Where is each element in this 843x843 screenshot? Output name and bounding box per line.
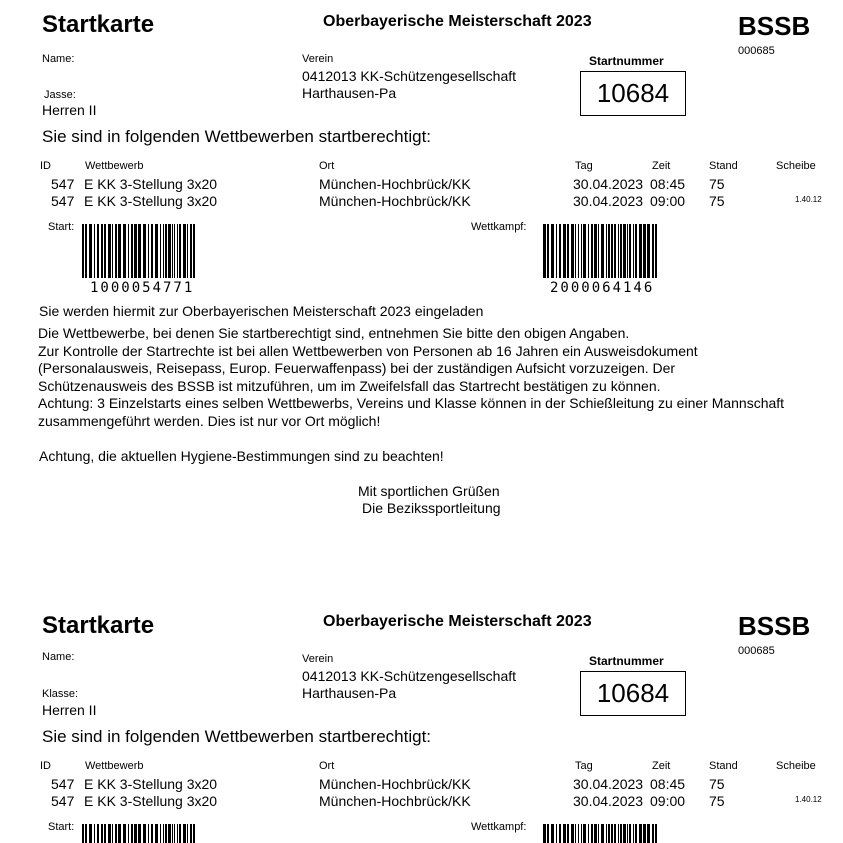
barcode-bar [104,224,106,278]
hygiene-text: Achtung, die aktuellen Hygiene-Bestimmungen sind zu beachten! [39,448,444,464]
wettkampf-barcode [543,824,657,843]
org-code: 000685 [738,45,775,57]
klasse-label: Jasse: [44,89,76,101]
barcode-bar [581,824,582,843]
card-title: Startkarte [42,11,155,38]
version-label: 1.40.12 [795,195,822,204]
barcode-bar [606,824,607,843]
barcode-bar [608,824,610,843]
barcode-bar [155,824,158,843]
barcode-bar [618,224,619,278]
barcode-bar [601,224,604,278]
barcode-bar [547,824,549,843]
col-stand-header: Stand [709,160,738,172]
col-ort-header: Ort [319,760,335,772]
row-tag: 30.04.2023 [573,176,644,192]
barcode-bar [168,824,171,843]
barcode-bar [611,224,613,278]
start-barcode [82,224,196,278]
barcode-bar [82,224,84,278]
barcode-bar [618,824,619,843]
barcode-bar [123,224,126,278]
name-label: Name: [42,53,75,65]
org-name: BSSB [738,611,811,641]
row-tag: 30.04.2023 [573,193,644,209]
row-id: 547 [51,193,75,209]
barcode-bar [643,224,646,278]
barcode-bar [606,224,607,278]
barcode-bar [94,224,95,278]
barcode-bar [652,824,654,843]
barcode-bar [131,824,133,843]
barcode-bar [571,824,574,843]
barcode-bar [591,824,593,843]
closing-line1: Mit sportlichen Grüßen [358,483,500,499]
col-stand-header: Stand [709,760,738,772]
barcode-bar [578,824,579,843]
barcode-bar [172,824,173,843]
barcode-bar [567,824,569,843]
barcode-bar [633,824,634,843]
barcode-bar [165,224,167,278]
klasse-value: Herren II [42,702,97,718]
wettkampf-barcode [543,224,657,278]
row-id: 547 [51,176,75,192]
body-line: Achtung: 3 Einzelstarts eines selben Wettbewerbs, Vereins und Klasse können in der Schießleitung zu einer Mannschaft [38,395,785,411]
barcode-bar [179,224,181,278]
barcode-bar [614,224,616,278]
barcode-bar [598,824,599,843]
verein-line1: 0412013 KK-Schützengesellschaft [302,668,517,684]
barcode-bar [190,824,192,843]
barcode-bar [183,224,186,278]
row-stand: 75 [709,176,725,192]
barcode-bar [193,224,195,278]
start-barcode [82,824,196,843]
barcode-bar [143,224,146,278]
barcode-bar [623,224,626,278]
row-zeit: 09:00 [650,193,686,209]
body-line: (Personalausweis, Reisepass, Europ. Feuerwaffenpass) bei der zuständigen Aufsicht vorzuzeigen. Der [38,360,676,376]
barcode-bar [556,224,557,278]
barcode-bar [627,824,628,843]
verein-line1: 0412013 KK-Schützengesellschaft [302,68,517,84]
barcode-bar [179,824,181,843]
barcode-bar [94,824,95,843]
barcode-bar [151,824,153,843]
verein-label: Verein [302,53,334,65]
verein-label: Verein [302,653,334,665]
body-line: Zur Kontrolle der Startrechte ist bei allen Wettbewerben von Personen ab 16 Jahren ein Ausweisdokument [38,342,698,359]
barcode-bar [620,224,622,278]
barcode-bar [85,224,87,278]
row-id: 547 [51,776,75,792]
col-id-header: ID [40,160,51,172]
row-stand: 75 [709,193,725,209]
row-stand: 75 [709,793,725,809]
barcode-bar [639,824,642,843]
row-wettbewerb: E KK 3-Stellung 3x20 [84,776,218,792]
barcode-bar [160,224,161,278]
org-name: BSSB [738,11,811,41]
barcode-bar [108,824,111,843]
invite-text: Sie werden hiermit zur Oberbayerischen Meisterschaft 2023 eingeladen [39,303,484,319]
col-id-header: ID [40,760,51,772]
barcode-bar [177,824,178,843]
start-barcode-number: 1000054771 [90,280,195,296]
barcode-bar [627,224,628,278]
barcode-bar [559,224,561,278]
col-wettbewerb-header: Wettbewerb [85,760,144,772]
row-wettbewerb: E KK 3-Stellung 3x20 [84,793,218,809]
barcode-bar [89,824,92,843]
barcode-bar [588,824,589,843]
barcode-bar [635,224,637,278]
row-wettbewerb: E KK 3-Stellung 3x20 [84,193,218,209]
barcode-bar [611,824,613,843]
barcode-bar [118,224,121,278]
barcode-bar [563,224,566,278]
barcode-bar [551,224,554,278]
verein-line2: Harthausen-Pa [302,85,397,101]
barcode-bar [193,824,195,843]
intro-text: Sie sind in folgenden Wettbewerben startberechtigt: [42,727,432,746]
barcode-bar [187,824,188,843]
barcode-bar [608,224,610,278]
row-ort: München-Hochbrück/KK [319,193,471,209]
row-ort: München-Hochbrück/KK [319,776,471,792]
barcode-bar [148,224,149,278]
barcode-bar [174,224,175,278]
barcode-bar [655,824,657,843]
barcode-bar [148,824,149,843]
barcode-bar [655,224,657,278]
name-label: Name: [42,651,75,663]
event-title: Oberbayerische Meisterschaft 2023 [323,613,592,630]
event-title: Oberbayerische Meisterschaft 2023 [323,13,592,30]
barcode-bar [151,224,153,278]
row-id: 547 [51,793,75,809]
klasse-value: Herren II [42,102,97,118]
barcode-bar [594,224,597,278]
barcode-bar [101,224,103,278]
col-wettbewerb-header: Wettbewerb [85,160,144,172]
barcode-bar [629,824,631,843]
barcode-bar [112,824,113,843]
body-line: zusammengeführt werden. Dies ist nur vor Ort möglich! [38,412,381,429]
barcode-bar [575,824,576,843]
barcode-bar [128,824,129,843]
barcode-bar [190,224,192,278]
card-title: Startkarte [42,612,155,639]
barcode-bar [97,824,99,843]
barcode-bar [108,224,111,278]
klasse-label: Klasse: [42,688,79,700]
row-zeit: 09:00 [650,793,686,809]
wettkampf-barcode-number: 2000064146 [550,280,655,296]
barcode-bar [172,224,173,278]
start-label: Start: [48,221,75,233]
barcode-bar [123,824,126,843]
row-wettbewerb: E KK 3-Stellung 3x20 [84,176,218,192]
col-tag-header: Tag [575,760,593,772]
barcode-bar [163,824,164,843]
wettkampf-label: Wettkampf: [471,821,527,833]
barcode-bar [543,224,546,278]
barcode-bar [115,224,117,278]
barcode-bar [118,824,121,843]
barcode-bar [633,224,634,278]
barcode-bar [578,224,579,278]
barcode-bar [598,224,599,278]
wettkampf-label: Wettkampf: [471,221,527,233]
barcode-bar [177,224,178,278]
row-stand: 75 [709,776,725,792]
barcode-bar [160,824,161,843]
barcode-bar [623,824,626,843]
barcode-bar [183,824,186,843]
startnummer-box: 10684 [580,71,686,116]
barcode-bar [112,224,113,278]
barcode-bar [563,824,566,843]
barcode-bar [594,824,597,843]
startnummer-label: Startnummer [589,654,664,668]
barcode-bar [128,224,129,278]
barcode-bar [588,224,589,278]
barcode-bar [134,224,137,278]
barcode-bar [163,224,164,278]
row-zeit: 08:45 [650,776,686,792]
barcode-bar [187,224,188,278]
startnummer-label: Startnummer [589,54,664,68]
version-label: 1.40.12 [795,795,822,804]
barcode-bar [165,824,167,843]
col-scheibe-header: Scheibe [776,760,816,772]
barcode-bar [639,224,642,278]
intro-text: Sie sind in folgenden Wettbewerben startberechtigt: [42,127,432,146]
barcode-bar [643,824,646,843]
col-ort-header: Ort [319,160,335,172]
body-line: Schützenausweis des BSSB ist mitzuführen, um im Zweifelsfall das Startrecht bestätigen zu können. [38,377,661,394]
col-zeit-header: Zeit [652,760,671,772]
barcode-bar [556,824,557,843]
row-ort: München-Hochbrück/KK [319,793,471,809]
row-zeit: 08:45 [650,176,686,192]
barcode-bar [143,824,146,843]
barcode-bar [104,824,106,843]
barcode-bar [138,824,141,843]
barcode-bar [635,824,637,843]
barcode-bar [82,824,84,843]
body-line: Die Wettbewerbe, bei denen Sie startberechtigt sind, entnehmen Sie bitte den obigen Angaben. [38,325,630,341]
barcode-bar [168,224,171,278]
barcode-bar [155,224,158,278]
barcode-bar [581,224,582,278]
barcode-bar [101,824,103,843]
barcode-bar [559,824,561,843]
barcode-bar [547,224,549,278]
barcode-bar [620,824,622,843]
barcode-bar [543,824,546,843]
barcode-bar [551,824,554,843]
barcode-bar [614,824,616,843]
barcode-bar [601,824,604,843]
org-code: 000685 [738,645,775,657]
barcode-bar [583,224,586,278]
barcode-bar [629,224,631,278]
col-zeit-header: Zeit [652,160,671,172]
barcode-bar [652,224,654,278]
barcode-bar [97,224,99,278]
barcode-bar [647,824,650,843]
barcode-bar [575,224,576,278]
verein-line2: Harthausen-Pa [302,685,397,701]
col-tag-header: Tag [575,160,593,172]
row-ort: München-Hochbrück/KK [319,176,471,192]
barcode-bar [647,224,650,278]
barcode-bar [583,824,586,843]
row-tag: 30.04.2023 [573,776,644,792]
barcode-bar [567,224,569,278]
barcode-bar [134,824,137,843]
barcode-bar [85,824,87,843]
barcode-bar [591,224,593,278]
row-tag: 30.04.2023 [573,793,644,809]
barcode-bar [131,224,133,278]
barcode-bar [571,224,574,278]
barcode-bar [174,824,175,843]
start-label: Start: [48,821,75,833]
body-text [38,325,828,430]
startnummer-box: 10684 [580,671,686,716]
barcode-bar [115,824,117,843]
closing-line2: Die Bezikssportleitung [362,500,501,516]
barcode-bar [89,224,92,278]
col-scheibe-header: Scheibe [776,160,816,172]
barcode-bar [138,224,141,278]
